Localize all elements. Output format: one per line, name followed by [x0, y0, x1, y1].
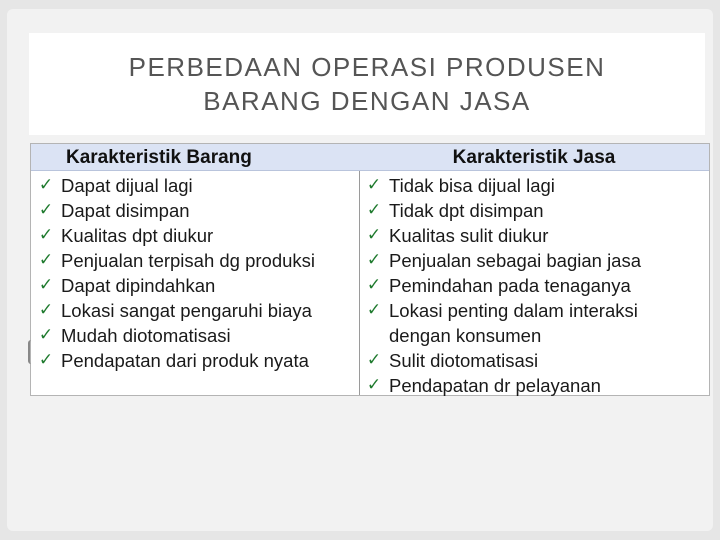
services-item	[359, 348, 709, 373]
services-item-label: Sulit diotomatisasi	[389, 350, 539, 371]
services-item	[359, 198, 709, 223]
goods-item	[31, 273, 359, 298]
services-item	[359, 248, 709, 273]
services-item-continuation: dengan konsumen	[389, 325, 542, 346]
check-icon: ✓	[366, 250, 382, 270]
goods-item	[31, 248, 359, 273]
services-item-label: Pendapatan dr pelayanan	[389, 375, 601, 396]
services-item	[359, 273, 709, 298]
check-icon: ✓	[366, 275, 382, 295]
check-icon: ✓	[38, 200, 54, 220]
services-item	[359, 298, 709, 323]
check-icon: ✓	[366, 175, 382, 195]
services-column-header: Karakteristik Jasa	[359, 144, 709, 171]
check-icon: ✓	[38, 350, 54, 370]
check-icon: ✓	[38, 175, 54, 195]
goods-item-label: Penjualan terpisah dg produksi	[61, 250, 316, 271]
goods-item-label: Mudah diotomatisasi	[61, 325, 231, 346]
services-item	[359, 223, 709, 248]
check-icon: ✓	[38, 225, 54, 245]
goods-item	[31, 298, 359, 323]
goods-item	[31, 173, 359, 198]
check-icon: ✓	[366, 225, 382, 245]
services-column	[359, 144, 709, 395]
bracket-mark	[28, 340, 34, 364]
check-icon: ✓	[38, 300, 54, 320]
check-icon: ✓	[366, 200, 382, 220]
goods-item	[31, 198, 359, 223]
check-icon: ✓	[38, 325, 54, 345]
services-list	[359, 171, 709, 398]
services-item	[359, 173, 709, 198]
check-icon: ✓	[366, 350, 382, 370]
goods-item-label: Dapat dijual lagi	[61, 175, 193, 196]
title-box	[29, 33, 705, 135]
comparison-table	[30, 143, 710, 396]
goods-item-label: Dapat disimpan	[61, 200, 190, 221]
goods-column-header: Karakteristik Barang	[31, 144, 359, 171]
services-item-label: Lokasi penting dalam interaksi	[389, 300, 638, 321]
services-item-label: Tidak dpt disimpan	[389, 200, 544, 221]
title-line-1: PERBEDAAN OPERASI PRODUSEN	[128, 52, 606, 82]
services-item-label: Penjualan sebagai bagian jasa	[389, 250, 642, 271]
goods-item	[31, 348, 359, 373]
goods-list	[31, 171, 359, 373]
check-icon: ✓	[38, 250, 54, 270]
goods-item	[31, 223, 359, 248]
goods-column	[31, 144, 360, 395]
check-icon: ✓	[366, 300, 382, 320]
check-icon: ✓	[366, 375, 382, 395]
services-item-label: Pemindahan pada tenaganya	[389, 275, 631, 296]
services-item-label: Kualitas sulit diukur	[389, 225, 549, 246]
goods-item-label: Kualitas dpt diukur	[61, 225, 214, 246]
check-icon: ✓	[38, 275, 54, 295]
goods-item-label: Lokasi sangat pengaruhi biaya	[61, 300, 312, 321]
services-item-label: Tidak bisa dijual lagi	[389, 175, 555, 196]
services-item	[359, 373, 709, 398]
goods-item-label: Dapat dipindahkan	[61, 275, 216, 296]
title-line-2: BARANG DENGAN JASA	[203, 86, 531, 116]
goods-item-label: Pendapatan dari produk nyata	[61, 350, 309, 371]
goods-item	[31, 323, 359, 348]
